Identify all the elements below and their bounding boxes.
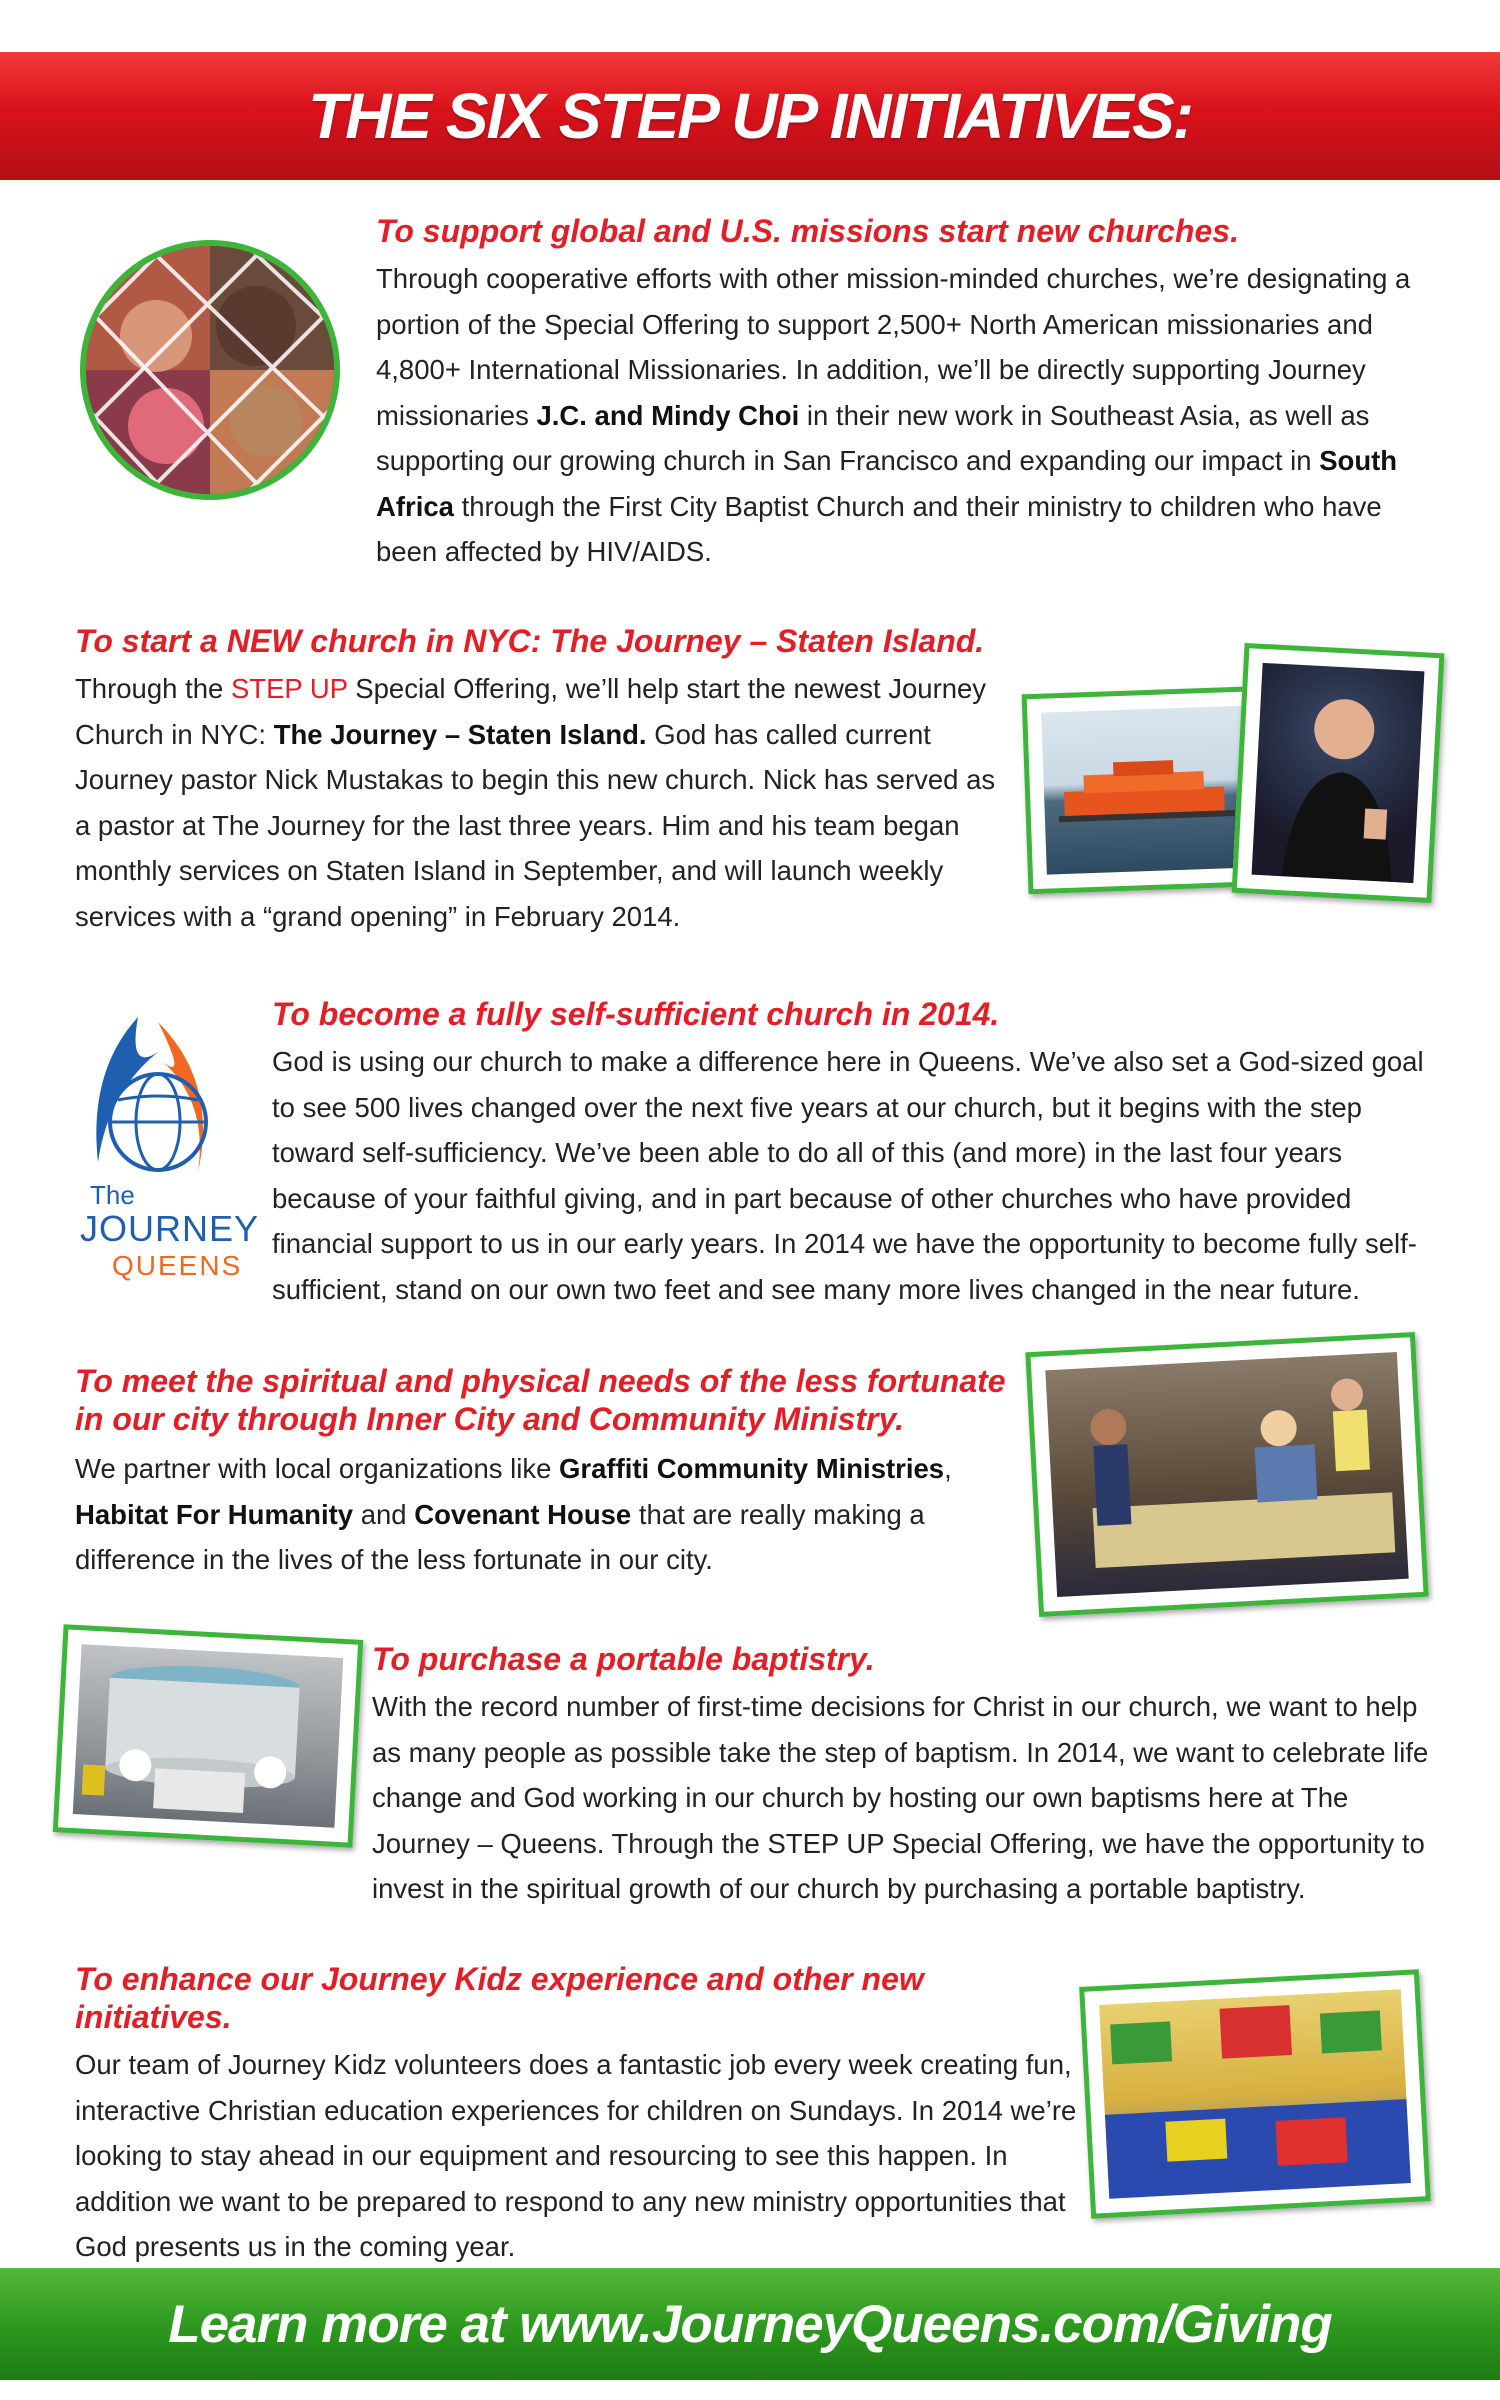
initiative-title: To support global and U.S. missions start new churches. [376, 213, 1239, 249]
initiative-body: Through the STEP UP Special Offering, we’ll help start the newest Journey Church in NYC: The Journey – Staten Island. God has called current Journey pastor Nick Mustakas to begin this new church. Nick has served as a pastor at The Journey for the last three years. Him and his team began monthly services on Staten Island in September, and will launch weekly services with a “grand opening” in February 2014. [75, 673, 996, 932]
volunteers-photo [1025, 1332, 1428, 1617]
initiative-body: God is using our church to make a difference here in Queens. We’ve also set a God-sized goal to see 500 lives changed over the next five years at our church, but it begins with the step toward self-sufficiency. We’ve been able to do all of this (and more) in the last four years because of your faithful giving, and in part because of other churches who have provided financial support to us in our early years. In 2014 we have the opportunity to become fully self-sufficient, stand on our own two feet and see many more lives changed in the near future. [272, 1046, 1424, 1305]
initiative-body: Our team of Journey Kidz volunteers does a fantastic job every week creating fun, interactive Christian education experiences for children on Sundays. In 2014 we’re looking to stay ahead in our equipment and resourcing to see this happen. In addition we want to be prepared to respond to any new ministry opportunities that God presents us in the coming year. [75, 2049, 1077, 2262]
initiative-body: We partner with local organizations like Graffiti Community Ministries, Habitat For Humanity and Covenant House that are really making a difference in the lives of the less fortunate in our city. [75, 1453, 952, 1575]
initiative-title: To meet the spiritual and physical needs of the less fortunate in our city through Inner City and Community Ministry. [75, 1363, 1006, 1437]
kidz-room-photo [1079, 1969, 1431, 2218]
logo-queens: QUEENS [112, 1250, 243, 1281]
ferry-boat-icon [1041, 705, 1259, 874]
logo-the: The [90, 1180, 135, 1210]
faces-collage-icon [86, 246, 334, 494]
missions-faces-image [80, 240, 340, 500]
initiative-title: To purchase a portable baptistry. [372, 1641, 875, 1677]
baptistry-tub-icon [73, 1644, 344, 1827]
baptistry-photo [53, 1624, 363, 1847]
initiative-body: With the record number of first-time decisions for Christ in our church, we want to help as many people as possible take the step of baptism. In 2014, we want to celebrate life change and God working in our church by hosting our own baptisms here at The Journey – Queens. Through the STEP UP Special Offering, we have the opportunity to invest in the spiritual growth of our church by purchasing a portable baptistry. [372, 1691, 1429, 1904]
page-title: THE SIX STEP UP INITIATIVES: [308, 80, 1192, 152]
initiative-title: To become a fully self-sufficient church in 2014. [272, 996, 1000, 1032]
journey-queens-logo [68, 1012, 260, 1282]
volunteers-table-icon [1045, 1352, 1408, 1597]
initiative-staten-island [75, 622, 1015, 939]
globe-flame-logo-icon [68, 1012, 248, 1182]
initiative-title: To enhance our Journey Kidz experience and other new initiatives. [75, 1961, 924, 2035]
header-banner [0, 52, 1500, 180]
footer-link-text[interactable]: Learn more at www.JourneyQueens.com/Giving [168, 2294, 1332, 2354]
initiative-self-sufficient [272, 995, 1442, 1312]
kidz-room-icon [1099, 1989, 1411, 2199]
pastor-photo [1232, 643, 1445, 903]
logo-journey: JOURNEY [80, 1208, 260, 1249]
pastor-person-icon [1252, 663, 1425, 883]
footer-banner [0, 2268, 1500, 2380]
initiative-community-ministry [75, 1362, 1035, 1583]
initiative-missions [376, 212, 1436, 575]
initiative-baptistry [372, 1640, 1452, 1912]
initiative-body: Through cooperative efforts with other mission-minded churches, we’re designating a portion of the Special Offering to support 2,500+ North American missionaries and 4,800+ International Missionaries. In addition, we’ll be directly supporting Journey missionaries J.C. and Mindy Choi in their new work in Southeast Asia, as well as supporting our growing church in San Francisco and expanding our impact in South Africa through the First City Baptist Church and their ministry to children who have been affected by HIV/AIDS. [376, 263, 1411, 567]
initiative-title: To start a NEW church in NYC: The Journey – Staten Island. [75, 623, 985, 659]
initiative-journey-kidz [75, 1960, 1085, 2270]
